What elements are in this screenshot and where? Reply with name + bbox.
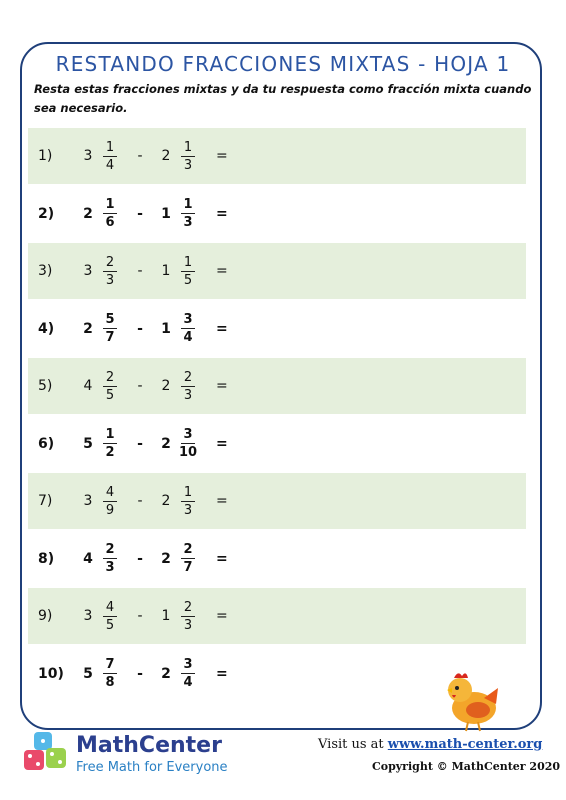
numerator: 3 [183, 427, 193, 442]
fraction-bar [181, 386, 195, 387]
problem-row [28, 416, 526, 472]
mathcenter-logo-icon [20, 728, 70, 778]
equals-sign: = [216, 435, 228, 452]
denominator: 4 [183, 330, 193, 345]
fraction-bar [103, 328, 117, 329]
problem-number: 5) [38, 378, 53, 394]
numerator: 2 [183, 542, 193, 557]
denominator: 5 [105, 387, 115, 403]
instructions: Resta estas fracciones mixtas y da tu respuesta como fracción mixta cuando sea necesario. [34, 82, 532, 115]
minuend-fraction [98, 197, 122, 230]
denominator: 3 [183, 157, 193, 173]
denominator: 8 [105, 675, 115, 690]
minus-sign: - [137, 205, 143, 222]
fraction-bar [181, 673, 195, 674]
minuend-whole: 5 [83, 665, 93, 682]
subtrahend-whole: 1 [161, 320, 171, 337]
fraction-bar [103, 156, 117, 157]
denominator: 3 [183, 387, 193, 403]
numerator: 4 [105, 599, 115, 615]
equals-sign: = [216, 320, 228, 337]
minus-sign: - [137, 608, 143, 624]
numerator: 1 [183, 484, 193, 500]
minuend-whole: 4 [83, 550, 93, 567]
equals-sign: = [216, 263, 228, 279]
fraction-bar [103, 271, 117, 272]
subtrahend-fraction [176, 255, 200, 288]
numerator: 7 [105, 657, 115, 672]
minuend-whole: 3 [83, 263, 93, 279]
subtrahend-whole: 2 [161, 493, 171, 509]
hen-illustration [438, 664, 502, 734]
visit-prefix: Visit us at [318, 737, 384, 752]
equals-sign: = [216, 665, 228, 682]
numerator: 1 [183, 139, 193, 155]
minuend-whole: 5 [83, 435, 93, 452]
numerator: 1 [183, 197, 193, 212]
denominator: 5 [183, 272, 193, 288]
denominator: 2 [105, 445, 115, 460]
problem-number: 9) [38, 608, 53, 624]
numerator: 2 [105, 369, 115, 385]
subtrahend-fraction [176, 370, 200, 403]
minus-sign: - [137, 148, 143, 164]
subtrahend-fraction [176, 312, 200, 345]
problem-number: 7) [38, 493, 53, 509]
numerator: 2 [105, 254, 115, 270]
minuend-fraction [98, 370, 122, 403]
problem-row [28, 128, 526, 184]
fraction-bar [181, 501, 195, 502]
subtrahend-fraction [176, 657, 200, 690]
minus-sign: - [137, 378, 143, 394]
fraction-bar [103, 386, 117, 387]
minuend-whole: 3 [83, 608, 93, 624]
denominator: 5 [105, 617, 115, 633]
denominator: 10 [178, 445, 198, 460]
fraction-bar [103, 443, 117, 444]
problem-number: 10) [38, 665, 64, 682]
minus-sign: - [137, 665, 143, 682]
subtrahend-whole: 1 [161, 608, 171, 624]
numerator: 3 [183, 312, 193, 327]
denominator: 6 [105, 215, 115, 230]
denominator: 3 [183, 502, 193, 518]
fraction-bar [181, 616, 195, 617]
subtrahend-whole: 2 [161, 378, 171, 394]
problem-row [28, 301, 526, 357]
minus-sign: - [137, 550, 143, 567]
minus-sign: - [137, 493, 143, 509]
subtrahend-whole: 2 [161, 665, 171, 682]
brand-tagline: Free Math for Everyone [76, 760, 228, 775]
numerator: 2 [105, 542, 115, 557]
equals-sign: = [216, 378, 228, 394]
subtrahend-fraction [176, 140, 200, 173]
minuend-fraction [98, 542, 122, 575]
equals-sign: = [216, 608, 228, 624]
minuend-whole: 3 [83, 493, 93, 509]
minuend-fraction [98, 485, 122, 518]
minuend-fraction [98, 600, 122, 633]
denominator: 4 [105, 157, 115, 173]
fraction-bar [103, 558, 117, 559]
numerator: 1 [105, 197, 115, 212]
problem-number: 8) [38, 550, 55, 567]
denominator: 3 [183, 617, 193, 633]
problem-row [28, 531, 526, 587]
problem-row [28, 358, 526, 414]
denominator: 3 [105, 272, 115, 288]
fraction-bar [181, 156, 195, 157]
minuend-fraction [98, 657, 122, 690]
problem-row [28, 243, 526, 299]
minuend-whole: 4 [83, 378, 93, 394]
fraction-bar [103, 616, 117, 617]
subtrahend-fraction [176, 427, 200, 460]
numerator: 1 [105, 427, 115, 442]
subtrahend-whole: 1 [161, 205, 171, 222]
minuend-fraction [98, 255, 122, 288]
problem-number: 2) [38, 205, 55, 222]
subtrahend-whole: 2 [161, 148, 171, 164]
problem-number: 4) [38, 320, 55, 337]
denominator: 3 [105, 560, 115, 575]
minuend-whole: 2 [83, 320, 93, 337]
numerator: 4 [105, 484, 115, 500]
subtrahend-whole: 1 [161, 263, 171, 279]
subtrahend-fraction [176, 542, 200, 575]
minus-sign: - [137, 320, 143, 337]
problem-number: 6) [38, 435, 55, 452]
subtrahend-fraction [176, 485, 200, 518]
minuend-fraction [98, 312, 122, 345]
brand-name: MathCenter [76, 733, 222, 758]
problem-list [28, 128, 526, 703]
denominator: 9 [105, 502, 115, 518]
minuend-fraction [98, 140, 122, 173]
subtrahend-whole: 2 [161, 550, 171, 567]
denominator: 7 [105, 330, 115, 345]
minuend-fraction [98, 427, 122, 460]
equals-sign: = [216, 205, 228, 222]
numerator: 2 [183, 369, 193, 385]
numerator: 5 [105, 312, 115, 327]
equals-sign: = [216, 148, 228, 164]
fraction-bar [181, 443, 195, 444]
denominator: 4 [183, 675, 193, 690]
minuend-whole: 2 [83, 205, 93, 222]
numerator: 2 [183, 599, 193, 615]
subtrahend-fraction [176, 197, 200, 230]
numerator: 1 [105, 139, 115, 155]
minus-sign: - [137, 263, 143, 279]
page-title: RESTANDO FRACCIONES MIXTAS - HOJA 1 [55, 52, 511, 76]
subtrahend-whole: 2 [161, 435, 171, 452]
website-link[interactable]: www.math-center.org [387, 737, 543, 752]
denominator: 7 [183, 560, 193, 575]
minuend-whole: 3 [83, 148, 93, 164]
numerator: 1 [183, 254, 193, 270]
equals-sign: = [216, 493, 228, 509]
problem-row [28, 588, 526, 644]
fraction-bar [181, 271, 195, 272]
fraction-bar [103, 673, 117, 674]
problem-row [28, 186, 526, 242]
copyright: Copyright © MathCenter 2020 [372, 760, 561, 773]
fraction-bar [181, 558, 195, 559]
problem-number: 3) [38, 263, 53, 279]
fraction-bar [181, 213, 195, 214]
minus-sign: - [137, 435, 143, 452]
denominator: 3 [183, 215, 193, 230]
equals-sign: = [216, 550, 228, 567]
fraction-bar [103, 213, 117, 214]
subtrahend-fraction [176, 600, 200, 633]
fraction-bar [103, 501, 117, 502]
numerator: 3 [183, 657, 193, 672]
visit-line [318, 737, 542, 752]
problem-row [28, 473, 526, 529]
fraction-bar [181, 328, 195, 329]
problem-number: 1) [38, 148, 53, 164]
